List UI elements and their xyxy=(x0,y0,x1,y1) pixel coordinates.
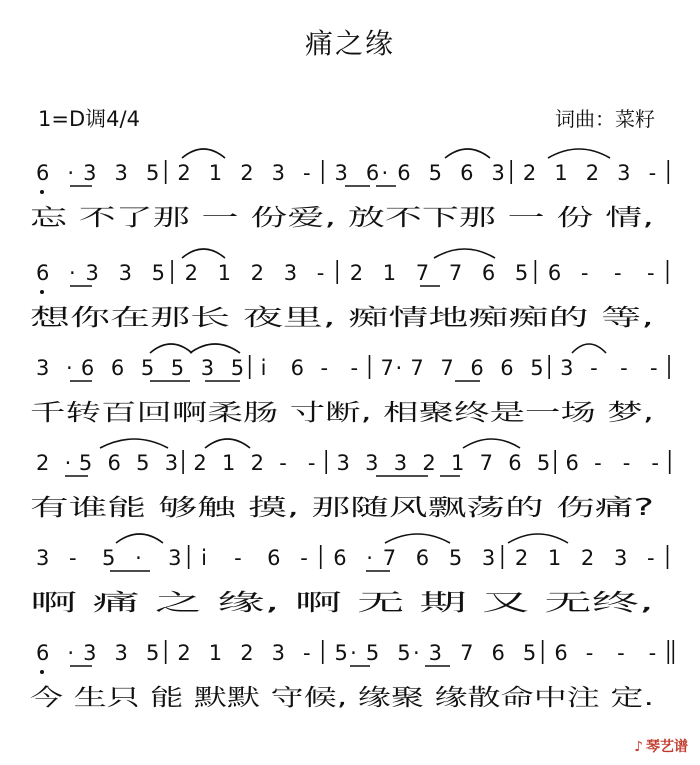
sustain-dash: - xyxy=(617,641,625,665)
watermark-text: 琴艺谱 xyxy=(646,739,688,755)
note: 1 xyxy=(208,161,223,185)
song-title: 痛之缘 xyxy=(304,27,395,60)
sustain-dash: - xyxy=(320,356,329,380)
dot-mark: · xyxy=(67,161,75,185)
lyrics-line: 今 生只 能 默默 守候, 缘聚 缘散命中注 定. xyxy=(30,685,654,711)
note: 2 xyxy=(193,451,207,475)
low-octave-dot xyxy=(40,670,44,674)
note: 3 xyxy=(428,641,443,665)
note: 2 xyxy=(240,161,254,185)
note: 3 xyxy=(613,546,628,570)
note: 3 xyxy=(617,161,631,185)
note: 3 xyxy=(393,451,408,475)
sustain-dash: - xyxy=(650,356,658,380)
sustain-dash: - xyxy=(580,261,589,285)
note: 6 xyxy=(470,356,484,380)
note: 2 xyxy=(250,261,265,285)
note: 3 xyxy=(481,546,496,570)
note: 3 xyxy=(271,161,285,185)
note: 3 xyxy=(114,161,128,185)
sustain-dash: - xyxy=(69,546,77,570)
sustain-dash: - xyxy=(613,261,622,285)
note: 5 xyxy=(145,641,160,665)
note: 2 xyxy=(514,546,529,570)
note: 6 xyxy=(481,261,496,285)
note: 7 xyxy=(448,261,463,285)
note: 1 xyxy=(382,261,397,285)
note: 3 xyxy=(168,546,182,570)
sustain-dash: - xyxy=(585,641,594,665)
slur-arc xyxy=(182,249,225,258)
sustain-dash: - xyxy=(303,161,311,185)
note: 6 xyxy=(547,261,562,285)
sustain-dash: - xyxy=(594,451,602,475)
key-signature: 1=D调4/4 xyxy=(38,107,140,131)
dot-mark: · xyxy=(65,356,73,380)
watermark-logo-icon: ♪ xyxy=(634,739,643,755)
sustain-dash: - xyxy=(316,261,325,285)
note: 3 xyxy=(365,451,379,475)
low-octave-dot xyxy=(40,190,44,194)
note: 6 xyxy=(80,356,95,380)
note: 5 xyxy=(145,161,160,185)
note: 6 xyxy=(110,356,125,380)
sustain-dash: - xyxy=(303,641,311,665)
note: 7 xyxy=(380,356,394,380)
slur-arc xyxy=(548,149,610,158)
note: 2 xyxy=(349,261,364,285)
note: 3 xyxy=(114,641,128,665)
note: 5 xyxy=(365,641,380,665)
note: 5 xyxy=(514,261,529,285)
note: 3 xyxy=(83,161,97,185)
sustain-dash: - xyxy=(350,356,359,380)
sustain-dash: - xyxy=(234,546,242,570)
note: 6 xyxy=(267,546,281,570)
note: 5 xyxy=(530,356,544,380)
lyrics-line: 啊 痛 之 缘, 啊 无 期 又 无终, xyxy=(30,590,654,616)
slur-arc xyxy=(385,534,450,543)
note: 3 xyxy=(200,356,215,380)
note: 5 xyxy=(428,161,443,185)
note: i xyxy=(201,546,207,570)
note: 6 xyxy=(415,546,430,570)
low-octave-dot xyxy=(40,290,44,294)
note: 7 xyxy=(415,261,430,285)
note: 2 xyxy=(422,451,436,475)
note: 3 xyxy=(36,356,50,380)
note: 5 xyxy=(136,451,150,475)
note: 6 xyxy=(290,356,304,380)
slur-arc xyxy=(508,534,568,543)
sustain-dash: - xyxy=(648,161,657,185)
slur-arc xyxy=(190,344,240,353)
note: 1 xyxy=(217,261,232,285)
dot-mark: · xyxy=(381,161,389,185)
note: 3 xyxy=(164,451,179,475)
note: 5 xyxy=(448,546,463,570)
note: 5 xyxy=(151,261,165,285)
slur-arc xyxy=(572,344,606,353)
note: 6 xyxy=(36,161,50,185)
note: 3 xyxy=(271,641,285,665)
lyrics-line: 想你在那长 夜里, 痴情地痴痴的 等, xyxy=(30,305,654,331)
sustain-dash: - xyxy=(300,546,308,570)
sustain-dash: - xyxy=(590,356,598,380)
note: 2 xyxy=(177,641,191,665)
lyrics-line: 有谁能 够触 摸, 那随风飘荡的 伤痛? xyxy=(30,495,654,521)
note: 6 xyxy=(107,451,121,475)
note: 7 xyxy=(440,356,454,380)
note: 2 xyxy=(36,451,50,475)
lyricist-composer-credit: 词曲：菜籽 xyxy=(555,107,655,131)
note: 5 xyxy=(78,451,93,475)
note: 6 xyxy=(491,641,505,665)
note: i xyxy=(260,356,267,380)
note: 5 xyxy=(102,546,116,570)
sustain-dash: - xyxy=(307,451,316,475)
watermark xyxy=(634,736,688,756)
note: 1 xyxy=(451,451,465,475)
dot-mark: · xyxy=(67,641,75,665)
sustain-dash: - xyxy=(646,261,655,285)
note: 1 xyxy=(547,546,562,570)
slur-arc xyxy=(150,344,192,353)
note: 5 xyxy=(170,356,185,380)
note: 6 xyxy=(365,161,380,185)
note: 6 xyxy=(460,161,474,185)
note: 5 xyxy=(230,356,245,380)
note: 7 xyxy=(410,356,424,380)
dot-mark: · xyxy=(69,261,76,285)
note: 2 xyxy=(585,161,600,185)
note: 1 xyxy=(222,451,236,475)
note: 5 xyxy=(334,641,348,665)
note: 2 xyxy=(240,641,254,665)
note: 6 xyxy=(554,641,568,665)
slur-arc xyxy=(100,439,168,448)
note: 3 xyxy=(491,161,505,185)
lyrics-line: 千转百回啊柔肠 寸断, 相聚终是一场 梦, xyxy=(30,400,654,426)
note: 6 xyxy=(36,261,50,285)
note: 3 xyxy=(85,261,99,285)
slur-arc xyxy=(205,439,250,448)
note: 2 xyxy=(184,261,198,285)
slur-arc xyxy=(182,149,225,158)
dot-mark: · xyxy=(135,546,142,570)
slur-arc xyxy=(445,149,490,158)
note: 6 xyxy=(508,451,522,475)
dot-mark: · xyxy=(412,641,420,665)
note: 7 xyxy=(479,451,494,475)
sustain-dash: - xyxy=(622,451,631,475)
note: 2 xyxy=(177,161,191,185)
note: 3 xyxy=(334,161,348,185)
note: 7 xyxy=(382,546,397,570)
sustain-dash: - xyxy=(646,546,655,570)
sustain-dash: - xyxy=(648,641,657,665)
note: 1 xyxy=(554,161,568,185)
note: 3 xyxy=(118,261,132,285)
note: 5 xyxy=(522,641,537,665)
note: 2 xyxy=(580,546,595,570)
note: 3 xyxy=(83,641,97,665)
note: 5 xyxy=(397,641,411,665)
note: 2 xyxy=(522,161,537,185)
slur-arc xyxy=(116,534,163,543)
note: 3 xyxy=(560,356,574,380)
dot-mark: · xyxy=(64,451,72,475)
lyrics-line: 忘 不了那 一 份爱, 放不下那 一 份 情, xyxy=(30,205,654,231)
dot-mark: · xyxy=(366,546,373,570)
note: 5 xyxy=(140,356,155,380)
dot-mark: · xyxy=(395,356,403,380)
note: 1 xyxy=(208,641,223,665)
slur-arc xyxy=(463,439,520,448)
note: 6 xyxy=(565,451,579,475)
note: 2 xyxy=(250,451,265,475)
sustain-dash: - xyxy=(279,451,287,475)
note: 7 xyxy=(460,641,474,665)
sustain-dash: - xyxy=(620,356,628,380)
note: 5 xyxy=(536,451,551,475)
note: 6 xyxy=(333,546,347,570)
sustain-dash: - xyxy=(651,451,659,475)
note: 3 xyxy=(336,451,350,475)
dot-mark: · xyxy=(350,641,357,665)
note: 6 xyxy=(500,356,514,380)
note: 6 xyxy=(397,161,411,185)
note: 3 xyxy=(36,546,50,570)
slur-arc xyxy=(434,249,495,258)
note: 3 xyxy=(283,261,298,285)
note: 6 xyxy=(36,641,50,665)
